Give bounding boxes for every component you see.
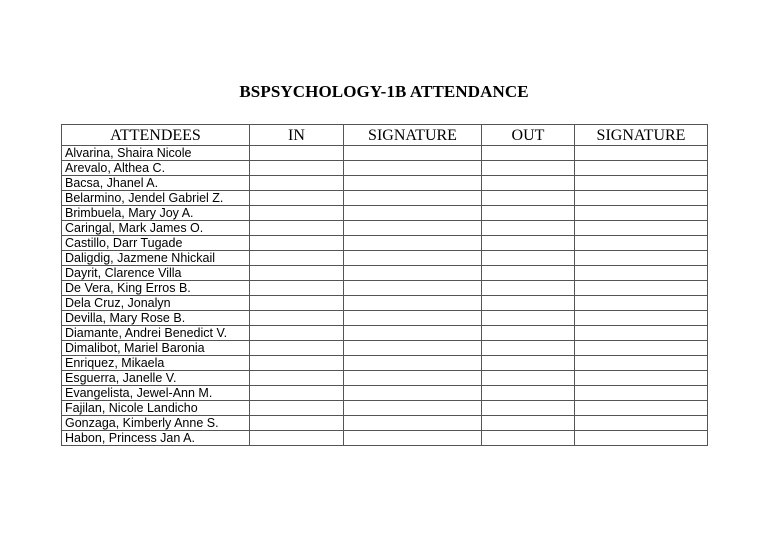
table-row — [62, 341, 708, 356]
signature-out-cell — [575, 236, 708, 251]
signature-out-cell — [575, 146, 708, 161]
table-row — [62, 296, 708, 311]
in-cell — [250, 326, 344, 341]
signature-out-cell — [575, 191, 708, 206]
attendee-name: Fajilan, Nicole Landicho — [62, 401, 250, 416]
signature-in-cell — [344, 416, 482, 431]
signature-out-cell — [575, 311, 708, 326]
signature-out-cell — [575, 326, 708, 341]
signature-in-cell — [344, 146, 482, 161]
signature-out-cell — [575, 401, 708, 416]
out-cell — [482, 386, 575, 401]
attendee-name: Alvarina, Shaira Nicole — [62, 146, 250, 161]
header-row — [62, 125, 708, 146]
attendee-name: Gonzaga, Kimberly Anne S. — [62, 416, 250, 431]
signature-out-cell — [575, 356, 708, 371]
table-row — [62, 431, 708, 446]
signature-in-cell — [344, 251, 482, 266]
header-in: IN — [250, 125, 344, 146]
signature-in-cell — [344, 281, 482, 296]
in-cell — [250, 266, 344, 281]
out-cell — [482, 356, 575, 371]
out-cell — [482, 266, 575, 281]
out-cell — [482, 371, 575, 386]
attendee-name: Caringal, Mark James O. — [62, 221, 250, 236]
signature-in-cell — [344, 296, 482, 311]
out-cell — [482, 146, 575, 161]
attendee-name: Castillo, Darr Tugade — [62, 236, 250, 251]
attendee-rows — [62, 146, 708, 446]
signature-in-cell — [344, 266, 482, 281]
table-row — [62, 161, 708, 176]
attendee-name: Habon, Princess Jan A. — [62, 431, 250, 446]
signature-out-cell — [575, 281, 708, 296]
signature-out-cell — [575, 176, 708, 191]
page-title: BSPSYCHOLOGY-1B ATTENDANCE — [239, 82, 529, 101]
signature-in-cell — [344, 311, 482, 326]
signature-in-cell — [344, 326, 482, 341]
out-cell — [482, 311, 575, 326]
signature-in-cell — [344, 386, 482, 401]
signature-out-cell — [575, 251, 708, 266]
in-cell — [250, 206, 344, 221]
attendee-name: Esguerra, Janelle V. — [62, 371, 250, 386]
table-row — [62, 146, 708, 161]
signature-in-cell — [344, 431, 482, 446]
table-row — [62, 251, 708, 266]
signature-in-cell — [344, 236, 482, 251]
table-row — [62, 281, 708, 296]
signature-out-cell — [575, 221, 708, 236]
out-cell — [482, 221, 575, 236]
out-cell — [482, 206, 575, 221]
out-cell — [482, 296, 575, 311]
signature-in-cell — [344, 176, 482, 191]
table-row — [62, 371, 708, 386]
header-attendees: ATTENDEES — [62, 125, 250, 146]
out-cell — [482, 416, 575, 431]
signature-out-cell — [575, 431, 708, 446]
attendee-name: Dela Cruz, Jonalyn — [62, 296, 250, 311]
out-cell — [482, 161, 575, 176]
signature-out-cell — [575, 386, 708, 401]
header-signature-out: SIGNATURE — [575, 125, 708, 146]
in-cell — [250, 416, 344, 431]
attendee-name: Devilla, Mary Rose B. — [62, 311, 250, 326]
header-out: OUT — [482, 125, 575, 146]
out-cell — [482, 326, 575, 341]
table-row — [62, 356, 708, 371]
signature-in-cell — [344, 341, 482, 356]
in-cell — [250, 236, 344, 251]
attendee-name: Brimbuela, Mary Joy A. — [62, 206, 250, 221]
out-cell — [482, 251, 575, 266]
table-row — [62, 311, 708, 326]
table-row — [62, 176, 708, 191]
in-cell — [250, 356, 344, 371]
signature-in-cell — [344, 221, 482, 236]
signature-out-cell — [575, 161, 708, 176]
in-cell — [250, 161, 344, 176]
signature-in-cell — [344, 356, 482, 371]
in-cell — [250, 401, 344, 416]
out-cell — [482, 431, 575, 446]
signature-out-cell — [575, 371, 708, 386]
signature-out-cell — [575, 296, 708, 311]
table-row — [62, 191, 708, 206]
in-cell — [250, 296, 344, 311]
in-cell — [250, 341, 344, 356]
table-row — [62, 326, 708, 341]
table-row — [62, 206, 708, 221]
out-cell — [482, 191, 575, 206]
out-cell — [482, 176, 575, 191]
in-cell — [250, 281, 344, 296]
attendee-name: De Vera, King Erros B. — [62, 281, 250, 296]
in-cell — [250, 221, 344, 236]
in-cell — [250, 386, 344, 401]
out-cell — [482, 341, 575, 356]
out-cell — [482, 281, 575, 296]
in-cell — [250, 431, 344, 446]
attendee-name: Daligdig, Jazmene Nhickail — [62, 251, 250, 266]
in-cell — [250, 311, 344, 326]
table-row — [62, 401, 708, 416]
attendee-name: Diamante, Andrei Benedict V. — [62, 326, 250, 341]
signature-out-cell — [575, 416, 708, 431]
table-row — [62, 416, 708, 431]
in-cell — [250, 371, 344, 386]
attendee-name: Evangelista, Jewel-Ann M. — [62, 386, 250, 401]
attendee-name: Bacsa, Jhanel A. — [62, 176, 250, 191]
attendee-name: Belarmino, Jendel Gabriel Z. — [62, 191, 250, 206]
signature-in-cell — [344, 401, 482, 416]
in-cell — [250, 176, 344, 191]
header-signature-in: SIGNATURE — [344, 125, 482, 146]
table-row — [62, 386, 708, 401]
signature-out-cell — [575, 206, 708, 221]
in-cell — [250, 191, 344, 206]
signature-in-cell — [344, 191, 482, 206]
table-row — [62, 236, 708, 251]
out-cell — [482, 401, 575, 416]
attendee-name: Arevalo, Althea C. — [62, 161, 250, 176]
attendee-name: Enriquez, Mikaela — [62, 356, 250, 371]
attendance-table — [61, 124, 708, 446]
table-row — [62, 221, 708, 236]
signature-in-cell — [344, 161, 482, 176]
table-row — [62, 266, 708, 281]
signature-out-cell — [575, 266, 708, 281]
in-cell — [250, 146, 344, 161]
signature-in-cell — [344, 206, 482, 221]
attendee-name: Dimalibot, Mariel Baronia — [62, 341, 250, 356]
signature-in-cell — [344, 371, 482, 386]
in-cell — [250, 251, 344, 266]
out-cell — [482, 236, 575, 251]
signature-out-cell — [575, 341, 708, 356]
attendee-name: Dayrit, Clarence Villa — [62, 266, 250, 281]
